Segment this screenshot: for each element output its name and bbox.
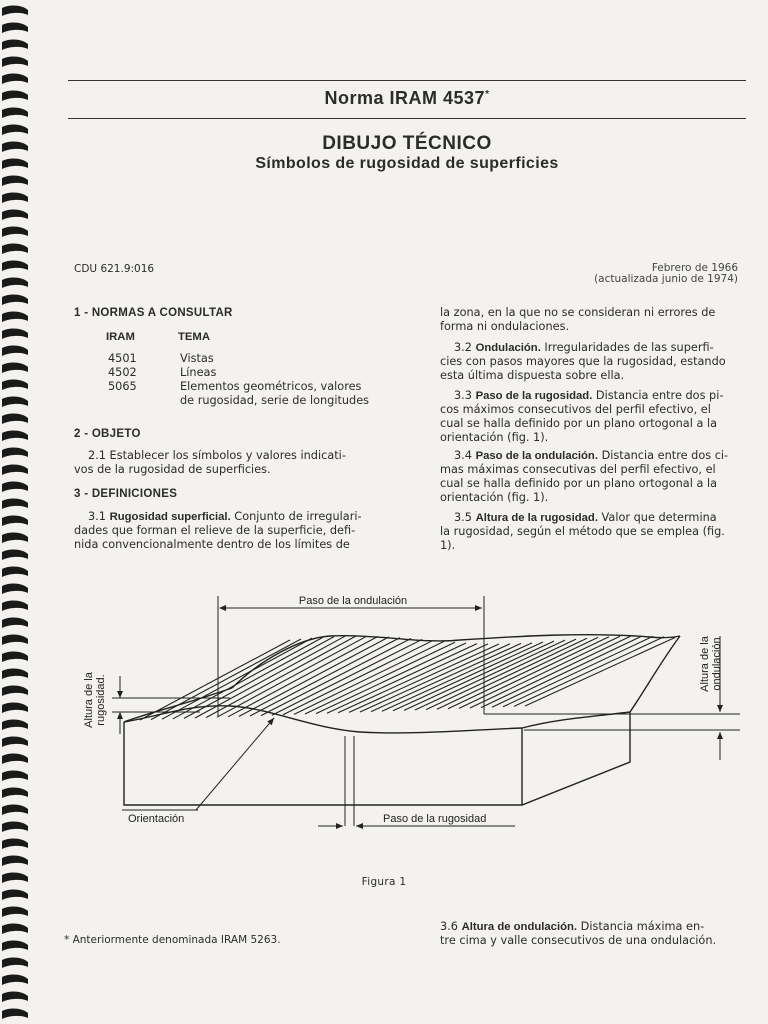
cdu-code: CDU 621.9:016 — [74, 263, 155, 275]
binding-ring — [2, 261, 28, 271]
normas-table — [106, 330, 369, 408]
title-rule — [68, 118, 746, 119]
binding-ring — [2, 244, 28, 254]
wavy-left-edge — [124, 688, 232, 722]
definition-3-5: 3.5 Altura de la rugosidad. Valor que determina la rugosidad, según el método que se emplea (fig. 1). — [440, 511, 725, 552]
binding-ring — [2, 23, 28, 33]
binding-ring — [2, 193, 28, 203]
binding-ring — [2, 159, 28, 169]
table-row: de rugosidad, serie de longitudes — [180, 394, 370, 407]
norma-title: Norma IRAM 4537* — [324, 88, 490, 108]
label-paso-ondulacion: Paso de la ondulación — [298, 595, 408, 607]
binding-ring — [2, 856, 28, 866]
section-1-heading: 1 - NORMAS A CONSULTAR — [74, 307, 233, 319]
binding-ring — [2, 40, 28, 50]
label-orientacion: Orientación — [128, 813, 185, 825]
binding-ring — [2, 329, 28, 339]
binding-ring — [2, 312, 28, 322]
binding-ring — [2, 1009, 28, 1019]
binding-ring — [2, 74, 28, 84]
col-tema-header: TEMA — [178, 331, 211, 343]
label-altura-rugosidad-2: rugosidad. — [95, 674, 107, 726]
binding-ring — [2, 431, 28, 441]
binding-ring — [2, 227, 28, 237]
hatch-line — [360, 644, 510, 712]
binding-ring — [2, 550, 28, 560]
binding-ring — [2, 397, 28, 407]
binding-ring — [2, 482, 28, 492]
binding-ring — [2, 992, 28, 1002]
binding-ring — [2, 6, 28, 16]
binding-ring — [2, 108, 28, 118]
label-paso-rugosidad: Paso de la rugosidad — [383, 813, 487, 825]
binding-ring — [2, 516, 28, 526]
hatch-line — [140, 640, 290, 720]
binding-ring — [2, 125, 28, 135]
hatch-line — [338, 644, 488, 713]
figure-caption: Figura 1 — [361, 876, 407, 888]
binding-ring — [2, 278, 28, 288]
binding-ring — [2, 142, 28, 152]
binding-ring — [2, 941, 28, 951]
spiral-binding — [0, 0, 40, 1024]
hatch-line — [349, 644, 499, 712]
binding-ring — [2, 210, 28, 220]
binding-ring — [2, 465, 28, 475]
binding-ring — [2, 890, 28, 900]
section-3-heading: 3 - DEFINICIONES — [74, 488, 178, 500]
binding-ring — [2, 414, 28, 424]
definition-3-6: 3.6 Altura de ondulación. Distancia máxima en- tre cima y valle consecutivos de una ondulación. — [440, 920, 717, 947]
binding-ring — [2, 346, 28, 356]
hatch-line — [393, 642, 543, 711]
footnote: * Anteriormente denominada IRAM 5263. — [64, 934, 281, 946]
publication-date: Febrero de 1966 (actualizada junio de 1974) — [594, 262, 738, 285]
definition-3-2: 3.2 Ondulación. Irregularidades de las superfi- cies con pasos mayores que la rugosidad, estando esta última dispuesta sobre ella. — [440, 341, 726, 382]
binding-ring — [2, 295, 28, 305]
table-row: 5065 Elementos geométricos, valores — [108, 380, 362, 393]
binding-ring — [2, 924, 28, 934]
definition-3-1: 3.1 Rugosidad superficial. Conjunto de irregulari- dades que forman el relieve de la superficie, defi- nida convencionalmente dentro de los límites de — [74, 510, 362, 551]
col-iram-header: IRAM — [106, 331, 135, 343]
hatch-line — [404, 641, 554, 710]
binding-ring — [2, 57, 28, 67]
binding-ring — [2, 448, 28, 458]
table-row: 4501 Vistas — [108, 352, 214, 365]
hatch-line — [151, 639, 301, 720]
table-row: 4502 Líneas — [108, 366, 217, 379]
binding-ring — [2, 907, 28, 917]
hatch-line — [437, 638, 587, 709]
document-subtitle: Símbolos de rugosidad de superficies — [255, 155, 559, 172]
section-2-heading: 2 - OBJETO — [74, 428, 141, 440]
definition-3-4: 3.4 Paso de la ondulación. Distancia entre dos ci- mas máximas consecutivas del perfil efectivo, el cual se halla definido por un plano ortogonal a la orientación (fig. 1). — [440, 449, 729, 504]
binding-ring — [2, 363, 28, 373]
definition-3-3: 3.3 Paso de la rugosidad. Distancia entre dos pi- cos máximos consecutivos del perfil efectivo, el cual se halla definido por un plano ortogonal a la orientación (fig. 1). — [440, 389, 724, 444]
document-title: DIBUJO TÉCNICO — [322, 133, 492, 154]
binding-ring — [2, 499, 28, 509]
binding-ring — [2, 91, 28, 101]
binding-ring — [2, 839, 28, 849]
label-altura-ondulacion-2: ondulación — [711, 637, 723, 691]
hatch-lines — [140, 636, 675, 720]
binding-ring — [2, 380, 28, 390]
label-altura-ondulacion-1: Altura de la — [699, 636, 711, 692]
hatch-line — [426, 639, 576, 709]
block-outline — [124, 712, 630, 805]
binding-ring — [2, 975, 28, 985]
binding-ring — [2, 176, 28, 186]
binding-ring — [2, 567, 28, 577]
orientacion-arrow — [196, 718, 274, 810]
section-2-text: 2.1 Establecer los símbolos y valores indicati- vos de la rugosidad de superficies. — [74, 449, 346, 476]
definition-3-1-cont: la zona, en la que no se consideran ni errores de forma ni ondulaciones. — [440, 306, 716, 333]
binding-ring — [2, 533, 28, 543]
figure-1-diagram — [0, 580, 768, 840]
label-altura-rugosidad-1: Altura de la — [83, 672, 95, 728]
top-rule — [68, 80, 746, 81]
binding-ring — [2, 958, 28, 968]
